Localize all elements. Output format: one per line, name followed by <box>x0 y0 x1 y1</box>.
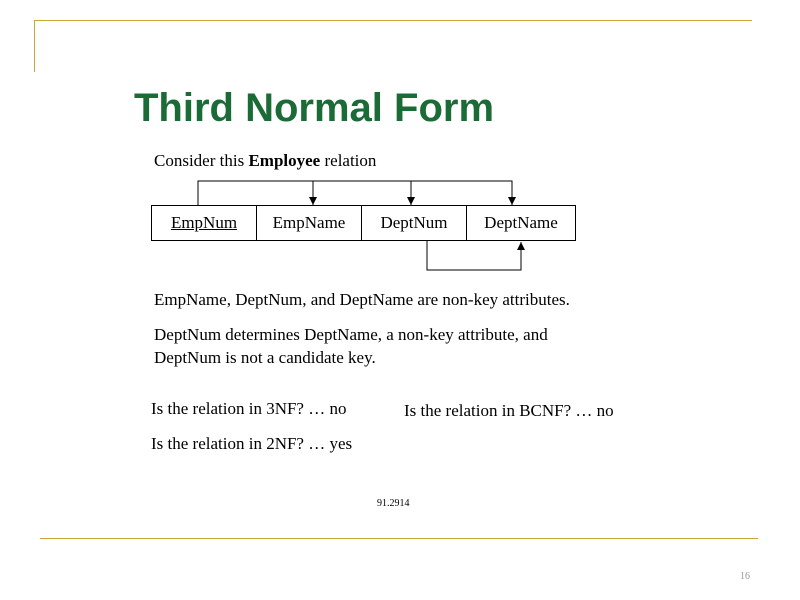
attribute-empnum <box>152 206 257 241</box>
question-bcnf: Is the relation in BCNF? … no <box>404 401 614 420</box>
page-number: 16 <box>740 571 750 582</box>
slide-title: Third Normal Form <box>134 86 495 130</box>
transitive-dependency-line1: DeptNum determines DeptName, a non-key attribute, and <box>154 325 548 344</box>
relation-name: Employee <box>248 151 321 170</box>
transitive-dependency-line2: DeptNum is not a candidate key. <box>154 348 376 367</box>
employee-relation-table <box>151 205 576 241</box>
attribute-empname: EmpName <box>257 206 362 241</box>
attribute-deptnum: DeptNum <box>362 206 467 241</box>
relation-row <box>152 206 576 241</box>
non-key-attributes-text: EmpName, DeptNum, and DeptName are non-key attributes. <box>154 290 570 309</box>
intro-prefix: Consider this <box>154 151 249 170</box>
arrowhead-empname <box>309 197 317 205</box>
question-3nf: Is the relation in 3NF? … no <box>151 399 347 418</box>
deptnum-dependency-line <box>427 241 521 270</box>
intro-suffix: relation <box>320 151 377 170</box>
primary-key-label: EmpNum <box>170 213 238 232</box>
empnum-dependency-line <box>198 181 512 205</box>
arrowhead-deptname-top <box>508 197 516 205</box>
arrowhead-deptname-bottom <box>517 242 525 250</box>
course-code: 91.2914 <box>377 498 410 509</box>
attribute-deptname: DeptName <box>467 206 576 241</box>
arrowhead-deptnum <box>407 197 415 205</box>
question-2nf: Is the relation in 2NF? … yes <box>151 434 353 453</box>
